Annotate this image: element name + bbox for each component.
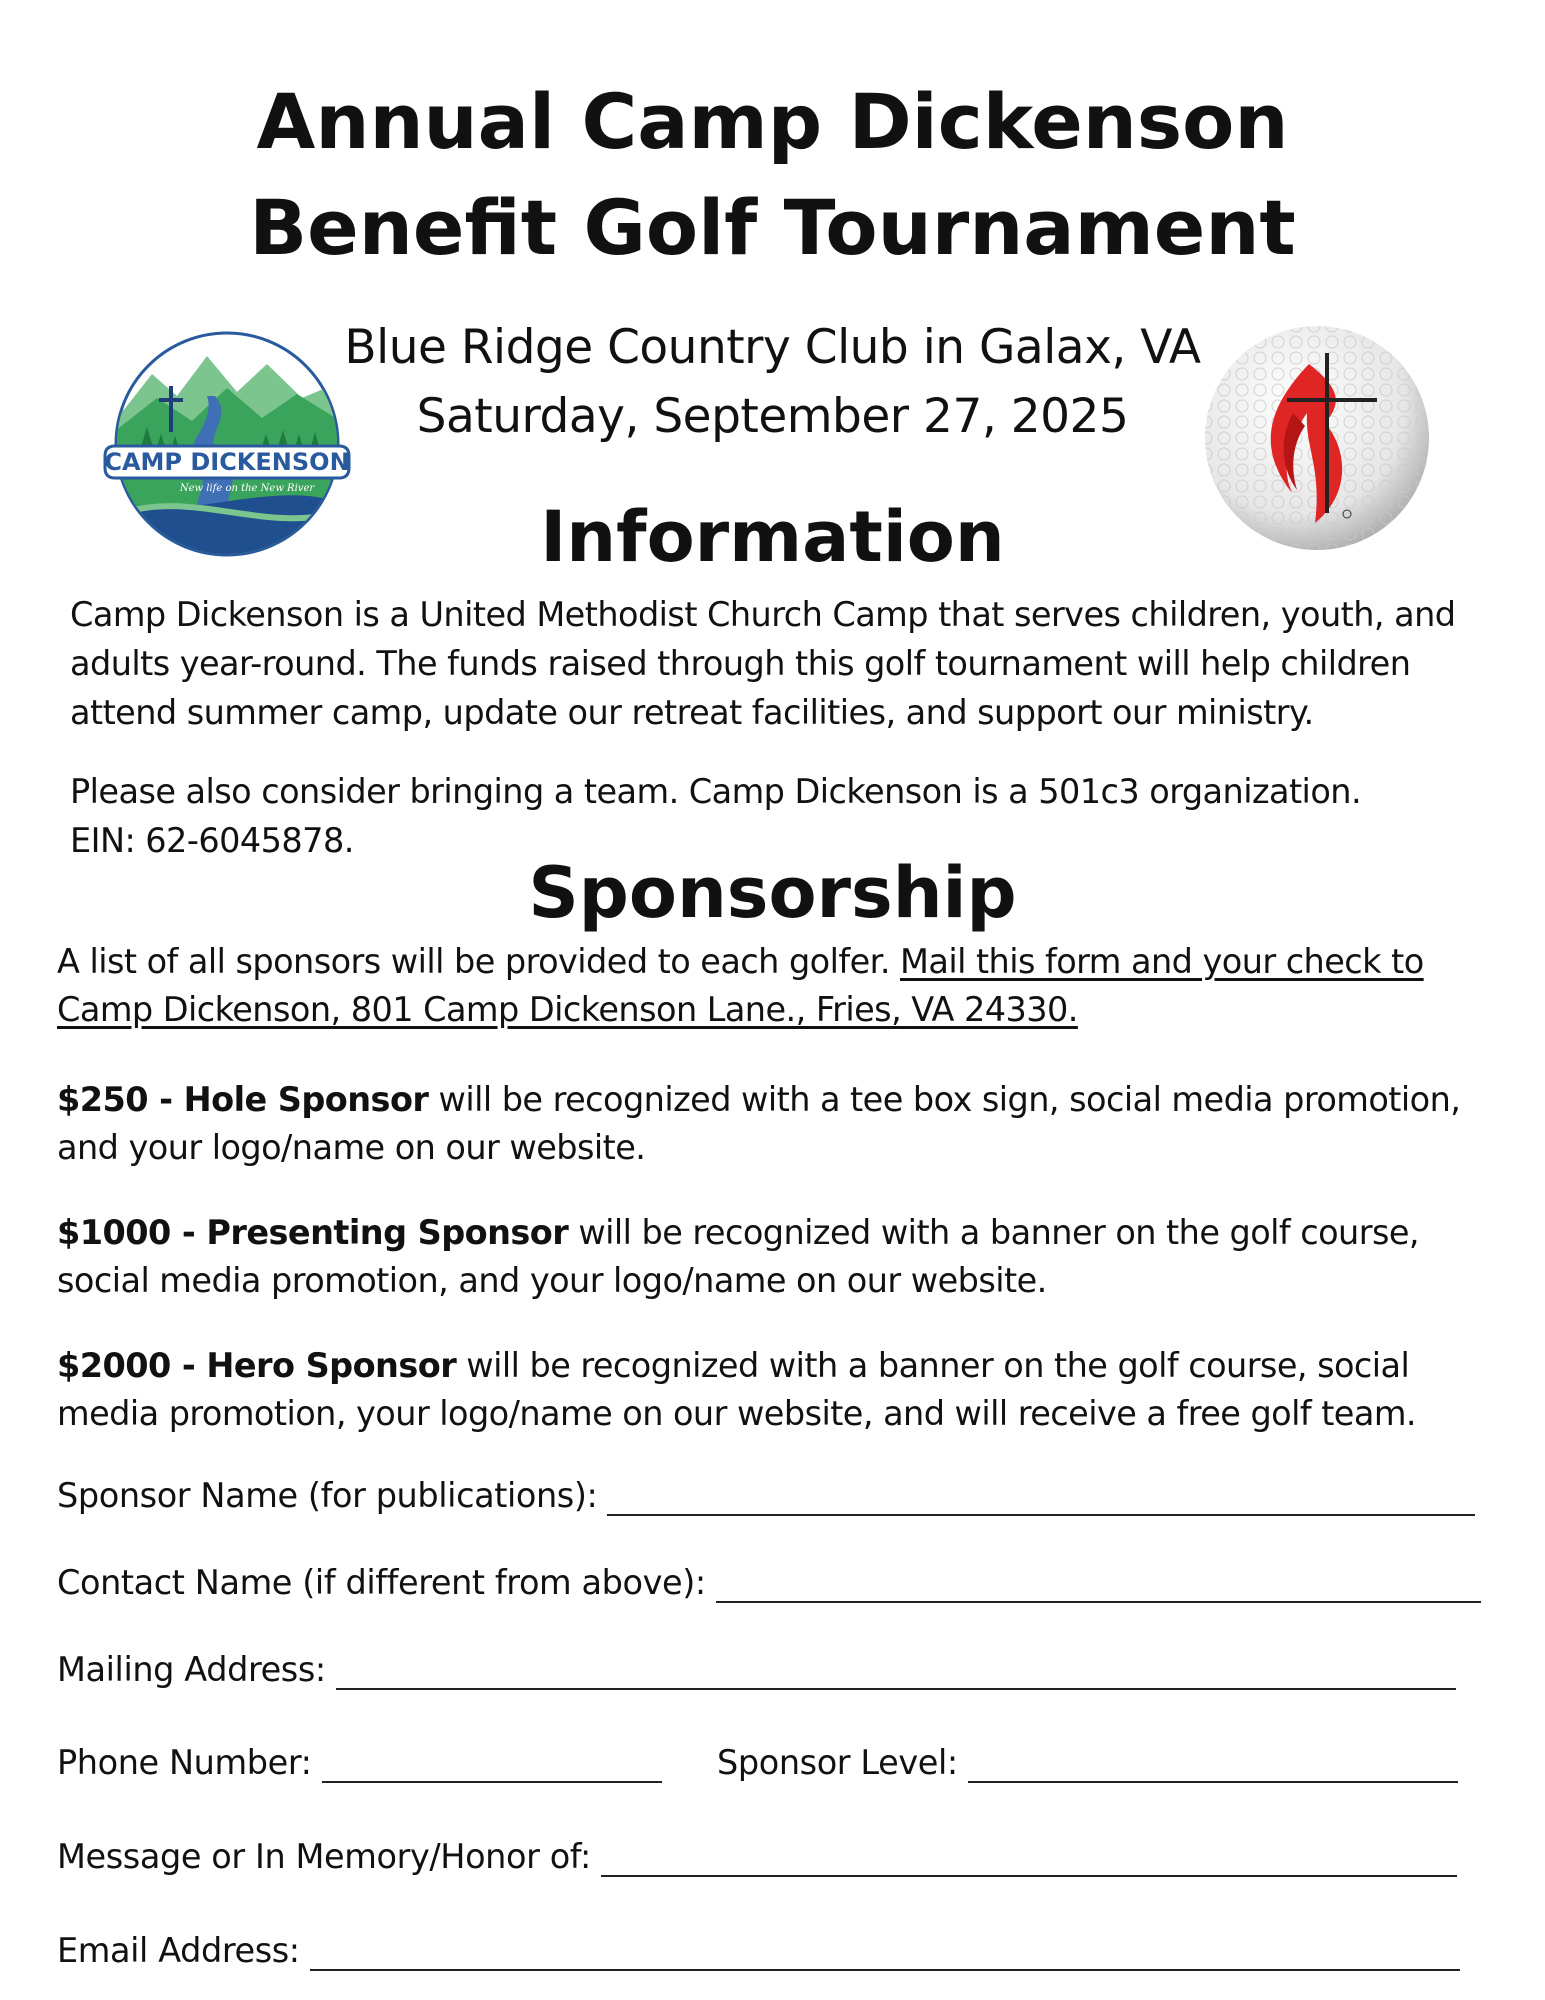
sponsor-name-input-line[interactable] — [607, 1482, 1475, 1516]
phone-number-field — [57, 1743, 662, 1783]
sponsor-level-description: will be recognized with a tee box sign, social media promotion, and your logo/name on our website. — [57, 1080, 1461, 1167]
sponsor-level-name: $250 - Hole Sponsor — [57, 1080, 429, 1119]
sponsorship-intro-text: A list of all sponsors will be provided to each golfer. — [57, 942, 901, 981]
email-label: Email Address: — [57, 1931, 300, 1970]
sponsor-level-description: will be recognized with a banner on the golf course, social media promotion, and your logo/name on our website. — [57, 1213, 1420, 1300]
phone-number-label: Phone Number: — [57, 1743, 312, 1782]
sponsor-level-name: $1000 - Presenting Sponsor — [57, 1213, 569, 1252]
sponsorship-intro — [57, 938, 1497, 1034]
mailing-address-label: Mailing Address: — [57, 1650, 326, 1689]
sponsor-level-field — [717, 1743, 1458, 1783]
venue-text: Blue Ridge Country Club in Galax, VA — [344, 320, 1201, 375]
information-paragraph-2 — [70, 767, 1490, 865]
message-label: Message or In Memory/Honor of: — [57, 1837, 591, 1876]
contact-name-field — [57, 1563, 1481, 1603]
title-line-2: Benefit Golf Tournament — [249, 183, 1296, 272]
contact-name-input-line[interactable] — [716, 1569, 1481, 1603]
mailing-address-input-line[interactable] — [336, 1656, 1456, 1690]
message-input-line[interactable] — [601, 1843, 1457, 1877]
information-heading: Information — [540, 496, 1005, 578]
team-note: Please also consider bringing a team. Camp Dickenson is a 501c3 organization. — [70, 772, 1362, 811]
camp-logo-text: CAMP DICKENSON — [104, 448, 350, 476]
email-input-line[interactable] — [310, 1937, 1460, 1971]
sponsor-name-label: Sponsor Name (for publications): — [57, 1476, 598, 1515]
sponsor-level-hole — [57, 1076, 1497, 1172]
sponsor-level-presenting — [57, 1209, 1497, 1305]
ein-text: EIN: 62-6045878. — [70, 821, 354, 860]
sponsor-level-hero — [57, 1342, 1497, 1438]
sponsorship-heading: Sponsorship — [528, 852, 1017, 934]
camp-logo-tagline: New life on the New River — [179, 483, 315, 494]
phone-number-input-line[interactable] — [322, 1749, 662, 1783]
contact-name-label: Contact Name (if different from above): — [57, 1563, 706, 1602]
information-paragraph: Camp Dickenson is a United Methodist Church Camp that serves children, youth, and adults year-round. The funds raised through this golf tournament will help children attend summer camp, update our retreat facilities, and support our ministry. — [70, 595, 1456, 732]
sponsor-level-input-line[interactable] — [968, 1749, 1458, 1783]
mailing-address-field — [57, 1650, 1456, 1690]
message-field — [57, 1837, 1457, 1877]
event-date: Saturday, September 27, 2025 — [416, 389, 1129, 444]
sponsor-level-description: will be recognized with a banner on the golf course, social media promotion, your logo/name on our website, and will receive a free golf team. — [57, 1346, 1417, 1433]
sponsor-level-label: Sponsor Level: — [717, 1743, 958, 1782]
mail-instruction: Mail this form and your check to Camp Dickenson, 801 Camp Dickenson Lane., Fries, VA 24330. — [57, 942, 1424, 1029]
email-field — [57, 1931, 1460, 1971]
sponsor-level-name: $2000 - Hero Sponsor — [57, 1346, 457, 1385]
title-line-1: Annual Camp Dickenson — [256, 77, 1289, 166]
sponsor-name-field — [57, 1476, 1475, 1516]
